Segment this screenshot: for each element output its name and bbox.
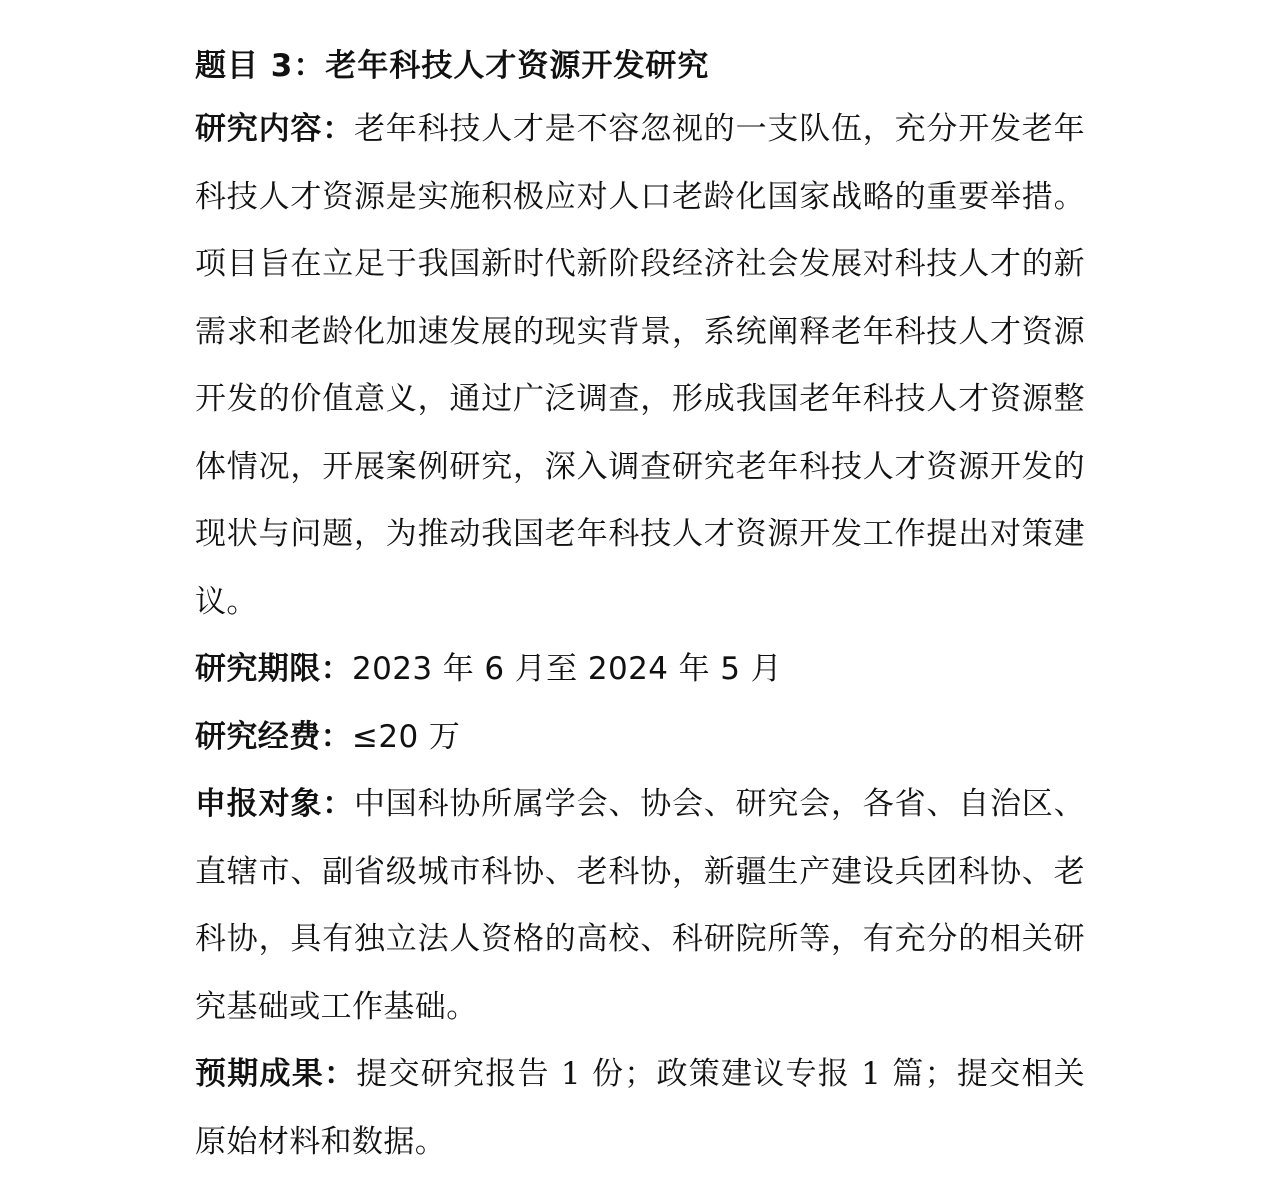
research-content-section (195, 96, 1085, 636)
research-period-label: 研究期限： (195, 651, 352, 687)
expected-outcomes-label: 预期成果： (195, 1056, 357, 1092)
expected-outcomes-text: 提交研究报告 1 份；政策建议专报 1 篇；提交相关原始材料和数据。 (195, 1056, 1086, 1160)
topic-title: 题目 3：老年科技人才资源开发研究 (195, 48, 710, 84)
research-period-section (195, 636, 1085, 704)
research-period-text: 2023 年 6 月至 2024 年 5 月 (352, 651, 783, 687)
research-funding-text: ≤20 万 (352, 718, 461, 755)
research-content-text: 老年科技人才是不容忽视的一支队伍，充分开发老年科技人才资源是实施积极应对人口老龄化国家战略的重要举措。项目旨在立足于我国新时代新阶段经济社会发展对科技人才的新需求和老龄化加速发展的现实背景，系统阐释老年科技人才资源开发的价值意义，通过广泛调查，形成我国老年科技人才资源整体情况，开展案例研究，深入调查研究老年科技人才资源开发的现状与问题，为推动我国老年科技人才资源开发工作提出对策建议。 (195, 111, 1085, 620)
research-funding-section (195, 704, 1085, 772)
applicants-text: 中国科协所属学会、协会、研究会，各省、自治区、直辖市、副省级城市科协、老科协，新疆生产建设兵团科协、老科协，具有独立法人资格的高校、科研院所等，有充分的相关研究基础或工作基础。 (195, 786, 1085, 1025)
applicants-section (195, 771, 1085, 1041)
applicants-label: 申报对象： (195, 786, 354, 822)
document-page (195, 36, 1085, 1176)
expected-outcomes-section (195, 1041, 1085, 1176)
research-funding-label: 研究经费： (195, 718, 352, 755)
research-content-label: 研究内容： (195, 111, 354, 147)
